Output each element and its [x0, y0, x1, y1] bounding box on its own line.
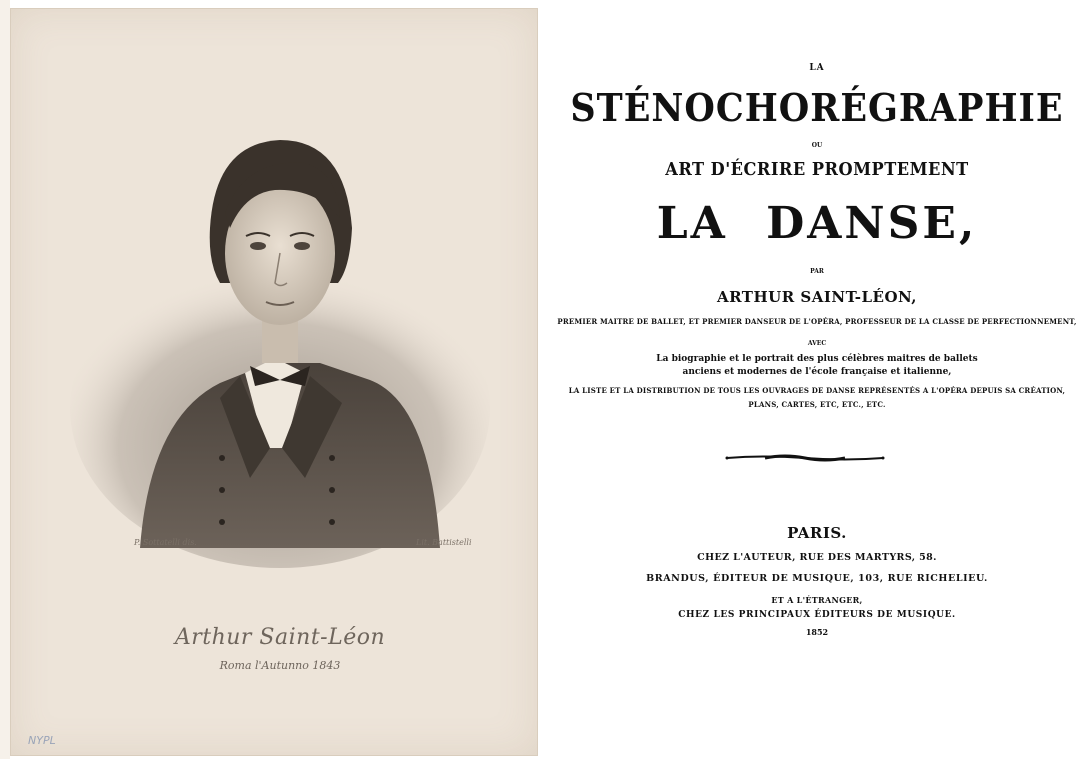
by-line-par: PAR	[810, 268, 824, 275]
place-date-caption: Roma l'Autunno 1843	[219, 659, 341, 672]
main-title: STÉNOCHORÉGRAPHIE	[570, 85, 1064, 132]
author-titles: PREMIER MAITRE DE BALLET, ET PREMIER DANSEUR DE L'OPÉRA, PROFESSEUR DE LA CLASSE DE PERFECTIONNEMENT,	[557, 317, 1077, 326]
subtitle-danse: LA DANSE,	[656, 198, 978, 249]
imprint-address-3: CHEZ LES PRINCIPAUX ÉDITEURS DE MUSIQUE.	[678, 610, 956, 620]
author-name: ARTHUR SAINT-LÉON,	[716, 288, 918, 306]
article-la: LA	[809, 63, 825, 73]
title-page	[545, 0, 1089, 759]
contents-line-1: La biographie et le portrait des plus célèbres maitres de ballets	[656, 354, 978, 364]
sitter-name-caption: Arthur Saint-Léon	[174, 625, 386, 650]
conjunction-avec: AVEC	[807, 340, 827, 347]
imprint-abroad: ET A L'ÉTRANGER,	[771, 595, 863, 605]
lithographer-signature: Lit. Battistelli	[416, 538, 472, 547]
contents-line-2: anciens et modernes de l'école française et italienne,	[682, 367, 952, 377]
imprint-address-2: BRANDUS, ÉDITEUR DE MUSIQUE, 103, RUE RICHELIEU.	[646, 573, 988, 584]
scan-margin	[0, 0, 10, 759]
library-stamp: NYPL	[28, 734, 56, 747]
imprint-city: PARIS.	[787, 524, 847, 542]
portrait-plate	[10, 8, 538, 756]
ornamental-rule	[725, 452, 885, 464]
imprint-address-1: CHEZ L'AUTEUR, RUE DES MARTYRS, 58.	[697, 552, 937, 563]
conjunction-ou: OU	[811, 142, 823, 149]
portrait-illustration	[70, 118, 510, 568]
draughtsman-signature: P. Sottatelli dis.	[134, 538, 197, 547]
subtitle: ART D'ÉCRIRE PROMPTEMENT	[665, 159, 969, 180]
contents-line-4: PLANS, CARTES, ETC, ETC., ETC.	[748, 400, 886, 409]
contents-line-3: LA LISTE ET LA DISTRIBUTION DE TOUS LES OUVRAGES DE DANSE REPRÉSENTÉS A L'OPÉRA DEPUIS SA CRÉATION,	[568, 386, 1066, 395]
imprint-year: 1852	[805, 627, 829, 637]
